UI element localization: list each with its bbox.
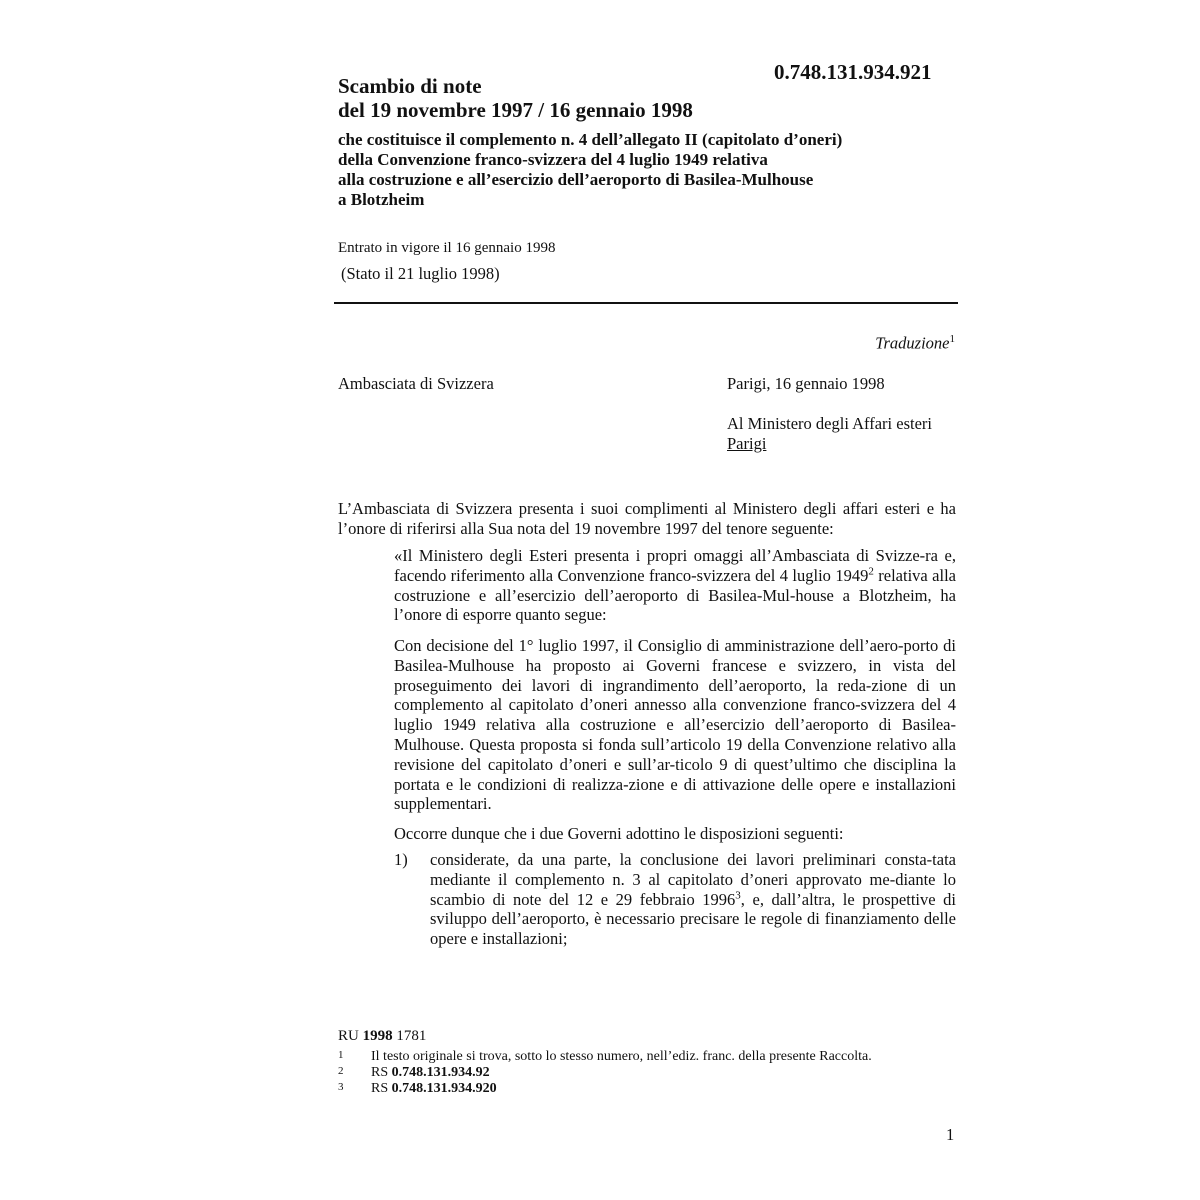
subtitle-line-3: alla costruzione e all’esercizio dell’aeroporto di Basilea-Mulhouse: [338, 170, 814, 189]
quote-p1-text-a: «Il Ministero degli Esteri presenta i propri omaggi all’Ambasciata di Svizze-ra e, facendo riferimento alla Convenzione franco-svizzera del 4 luglio 1949: [394, 546, 956, 585]
place-date: Parigi, 16 gennaio 1998: [727, 374, 885, 393]
footnote-ref-2[interactable]: 2: [868, 565, 874, 578]
footnote-text: Il testo originale si trova, sotto lo stesso numero, nell’ediz. franc. della presente Raccolta.: [371, 1049, 872, 1064]
ru-page: 1781: [392, 1028, 427, 1044]
sender: Ambasciata di Svizzera: [338, 374, 494, 393]
sr-number: 0.748.131.934.921: [774, 60, 932, 84]
footnote-number: 1: [338, 1049, 344, 1061]
footnote-ref-1[interactable]: 1: [949, 333, 955, 345]
quote-paragraph-2: Con decisione del 1° luglio 1997, il Consiglio di amministrazione dell’aero-porto di Basilea-Mulhouse ha proposto ai Governi francese e svizzero, in vista del proseguimento dei lavori di ingrandimento dell’aeroporto, la reda-zione di un complemento al capitolato d’oneri annesso alla convenzione franco-svizzera del 4 luglio 1949 relativa alla costruzione e all’esercizio dell’aeroporto di Basilea-Mulhouse. Questa proposta si fonda sull’articolo 19 della Convenzione relativo alla revisione del capitolato d’oneri e sull’ar-ticolo 9 di quest’ultimo che disciplina la portata e le condizioni di realizza-zione e di attivazione delle opere e installazioni supplementari.: [394, 636, 956, 814]
footnote-prefix: RS: [371, 1065, 392, 1080]
entry-into-force: Entrato in vigore il 16 gennaio 1998: [338, 240, 556, 256]
list-item-text-b: , e, dall’altra, le prospettive di sviluppo dell’aeroporto, è necessario precisare le regole di finanziamento delle opere e installazioni;: [430, 889, 956, 949]
translation-label: [700, 333, 955, 354]
title-line-2: del 19 novembre 1997 / 16 gennaio 1998: [338, 98, 693, 122]
list-item-text-a: considerate, da una parte, la conclusione dei lavori preliminari consta-tata mediante il complemento n. 3 al capitolato d’oneri approvato me-diante lo scambio di note del 12 e 29 febbraio 1996: [430, 850, 956, 909]
footnote-text: [371, 1081, 497, 1097]
footnote-prefix: RS: [371, 1081, 392, 1096]
page-number: 1: [946, 1125, 955, 1144]
footnote-number: 2: [338, 1065, 344, 1077]
status-date: (Stato il 21 luglio 1998): [341, 264, 500, 283]
addressee-line-2: Parigi: [727, 434, 767, 453]
intro-paragraph: L’Ambasciata di Svizzera presenta i suoi complimenti al Ministero degli affari esteri e ha l’onore di riferirsi alla Sua nota del 19 novembre 1997 del tenore seguente:: [338, 499, 956, 538]
quote-paragraph-3: Occorre dunque che i due Governi adottino le disposizioni seguenti:: [394, 824, 844, 843]
translation-text: Traduzione: [875, 333, 950, 353]
subtitle-line-2: della Convenzione franco-svizzera del 4 luglio 1949 relativa: [338, 150, 768, 169]
footnote-ref-3[interactable]: 3: [735, 889, 741, 902]
ru-year: 1998: [362, 1028, 393, 1044]
sr-link[interactable]: 0.748.131.934.920: [391, 1081, 497, 1096]
quote-p1-text-b: relativa alla costruzione e all’esercizio dell’aeroporto di Basilea-Mul-house a Blotzheim, ha l’onore di esporre quanto segue:: [394, 565, 956, 625]
footnote-number: 3: [338, 1081, 344, 1093]
footnote-text: [371, 1065, 490, 1081]
subtitle-line-1: che costituisce il complemento n. 4 dell’allegato II (capitolato d’oneri): [338, 130, 843, 149]
subtitle-line-4: a Blotzheim: [338, 190, 425, 209]
document-subtitle: [338, 130, 978, 210]
addressee-line-1: Al Ministero degli Affari esteri: [727, 414, 932, 433]
quote-paragraph-1: [394, 546, 956, 625]
header-divider: [334, 302, 958, 304]
list-item: [430, 850, 956, 949]
sr-link[interactable]: 0.748.131.934.92: [391, 1065, 490, 1080]
document-title: [338, 74, 838, 122]
list-item-number: 1): [394, 850, 408, 869]
title-line-1: Scambio di note: [338, 74, 482, 98]
ru-prefix: RU: [338, 1028, 363, 1044]
ru-reference: [338, 1028, 426, 1045]
